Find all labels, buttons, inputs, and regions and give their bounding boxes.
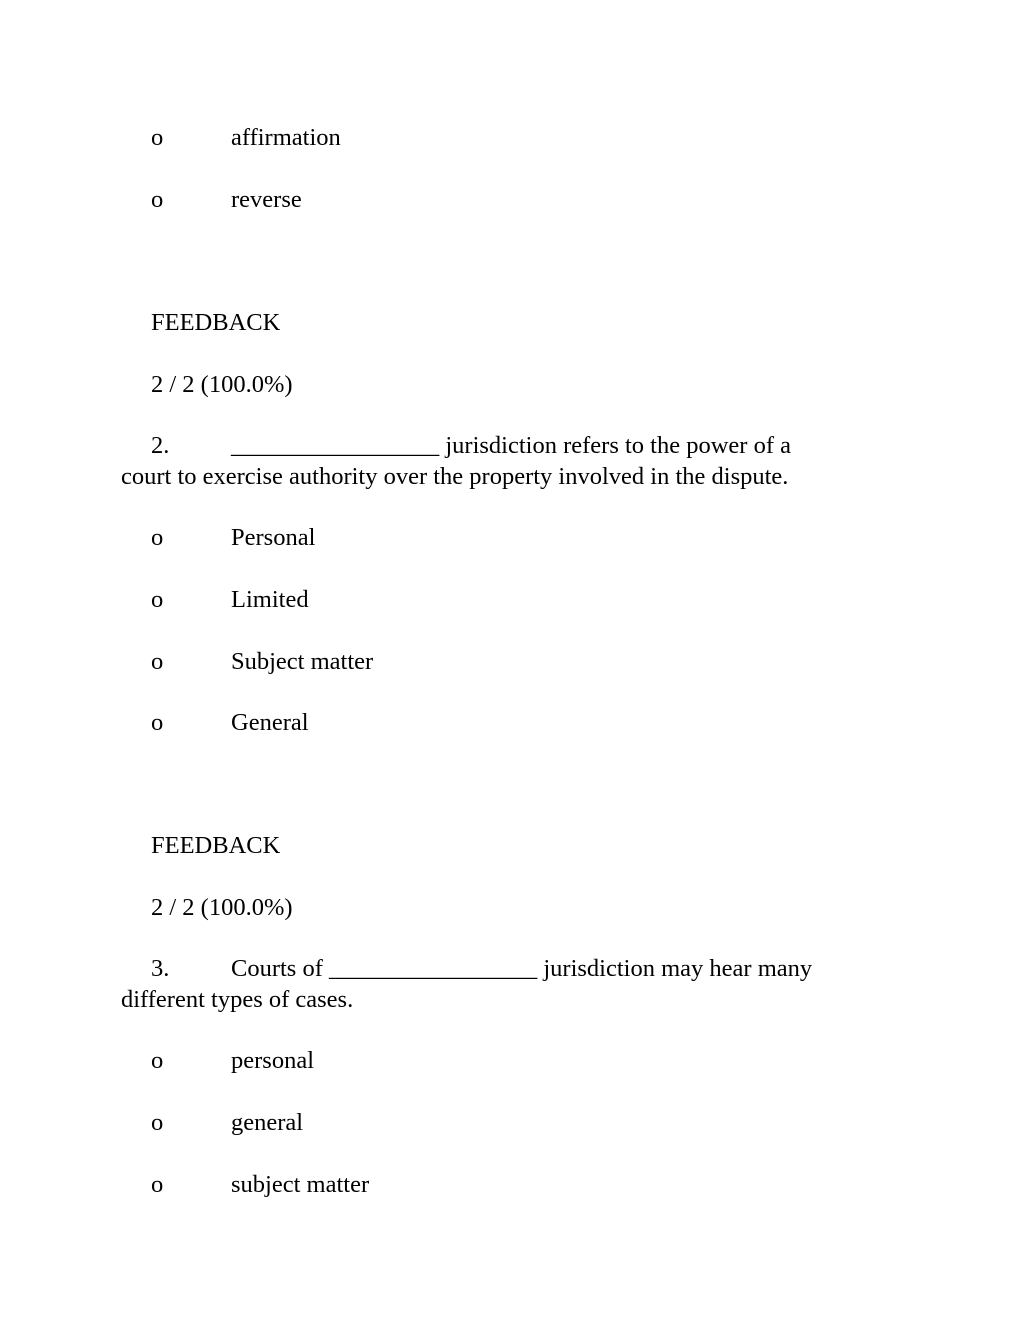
option-text: subject matter bbox=[231, 1171, 370, 1198]
option-bullet: o bbox=[151, 124, 164, 151]
option-bullet: o bbox=[151, 648, 164, 675]
option-text: General bbox=[231, 709, 309, 736]
option-text: general bbox=[231, 1109, 304, 1136]
question-number: 2. bbox=[151, 432, 170, 459]
option-bullet: o bbox=[151, 1171, 164, 1198]
question-text-line-2: different types of cases. bbox=[121, 986, 354, 1013]
option-text: personal bbox=[231, 1047, 314, 1074]
question-text-line-1: Courts of _________________ jurisdiction may hear many bbox=[231, 955, 813, 982]
feedback-label: FEEDBACK bbox=[151, 832, 281, 859]
option-bullet: o bbox=[151, 1047, 164, 1074]
option-text: reverse bbox=[231, 186, 302, 213]
question-text-line-2: court to exercise authority over the property involved in the dispute. bbox=[121, 463, 789, 490]
option-bullet: o bbox=[151, 524, 164, 551]
question-text-line-1: _________________ jurisdiction refers to the power of a bbox=[231, 432, 791, 459]
option-bullet: o bbox=[151, 1109, 164, 1136]
option-text: Personal bbox=[231, 524, 316, 551]
option-bullet: o bbox=[151, 186, 164, 213]
score-text: 2 / 2 (100.0%) bbox=[151, 894, 293, 921]
option-bullet: o bbox=[151, 709, 164, 736]
question-number: 3. bbox=[151, 955, 170, 982]
option-text: affirmation bbox=[231, 124, 341, 151]
option-text: Subject matter bbox=[231, 648, 374, 675]
score-text: 2 / 2 (100.0%) bbox=[151, 371, 293, 398]
option-text: Limited bbox=[231, 586, 309, 613]
feedback-label: FEEDBACK bbox=[151, 309, 281, 336]
option-bullet: o bbox=[151, 586, 164, 613]
